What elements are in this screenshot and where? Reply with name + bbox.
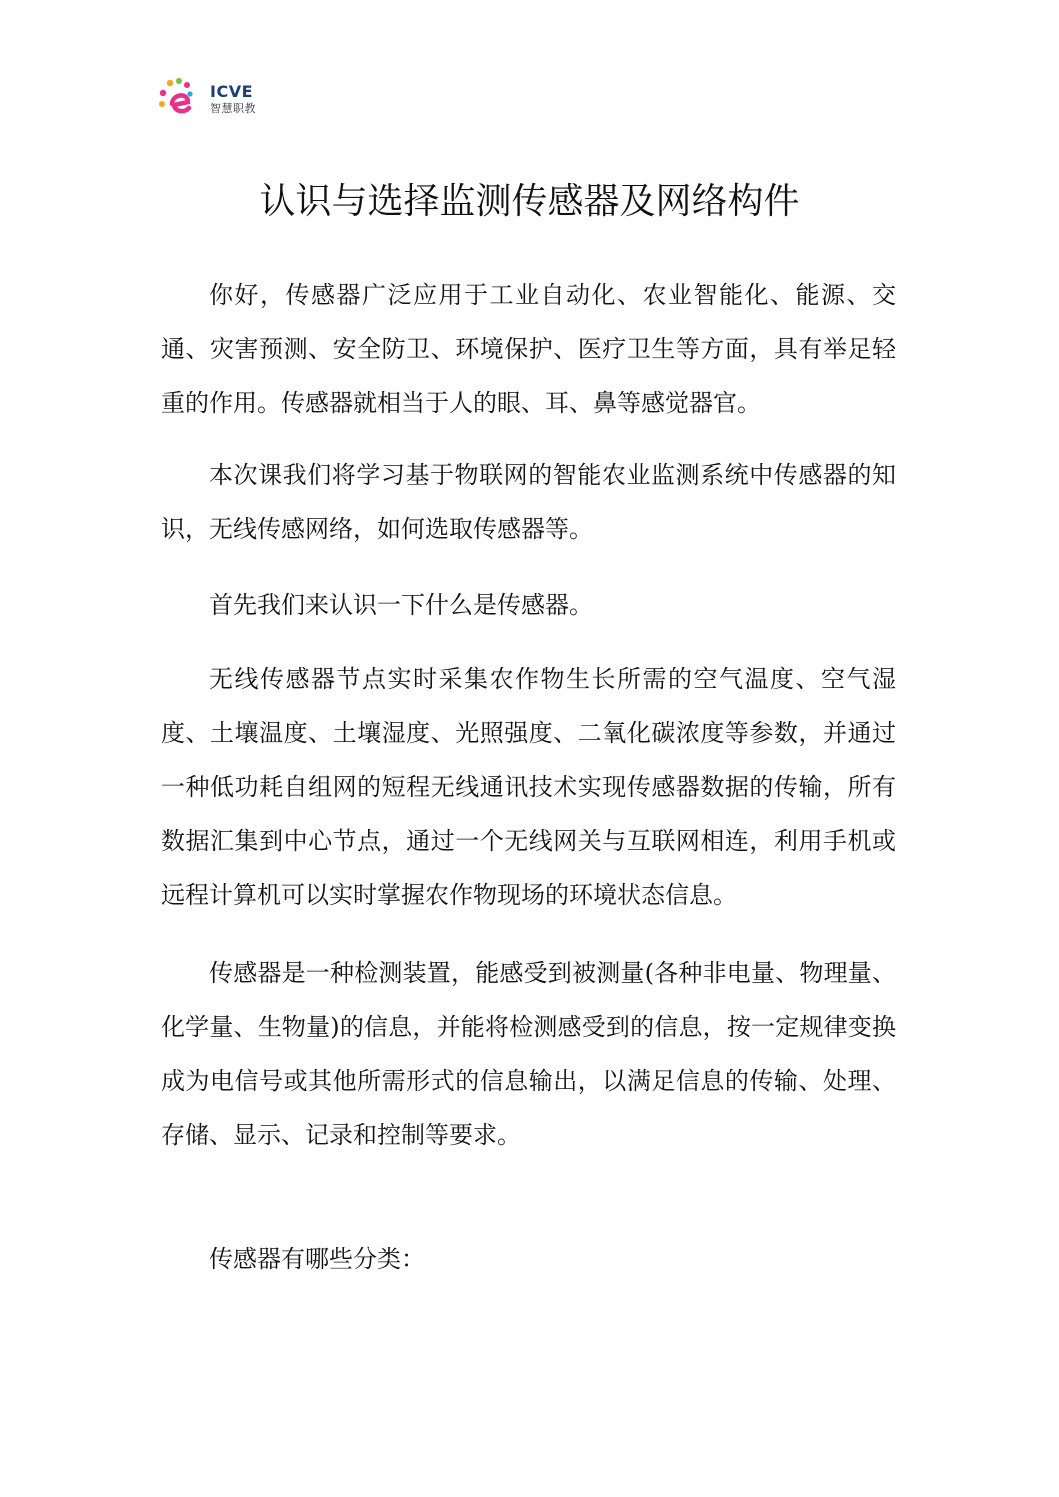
- paragraph-course: 本次课我们将学习基于物联网的智能农业监测系统中传感器的知识，无线传感网络，如何选取传感器等。: [161, 461, 896, 543]
- logo-subtitle: 智慧职教: [210, 102, 256, 115]
- paragraph-wireless-nodes: 无线传感器节点实时采集农作物生长所需的空气温度、空气湿度、土壤温度、土壤湿度、光照强度、二氧化碳浓度等参数，并通过一种低功耗自组网的短程无线通讯技术实现传感器数据的传输，所有数据汇集到中心节点，通过一个无线网关与互联网相连，利用手机或远程计算机可以实时掌握农作物现场的环境状态信息。: [161, 665, 896, 909]
- logo-brand: ICVE: [210, 82, 254, 101]
- logo: [158, 78, 268, 122]
- paragraph-definition-lead: 首先我们来认识一下什么是传感器。: [209, 591, 593, 619]
- paragraph-intro: 你好，传感器广泛应用于工业自动化、农业智能化、能源、交通、灾害预测、安全防卫、环境保护、医疗卫生等方面，具有举足轻重的作用。传感器就相当于人的眼、耳、鼻等感觉器官。: [161, 281, 896, 417]
- page-title: 认识与选择监测传感器及网络构件: [259, 181, 800, 222]
- icve-logo-icon: [158, 78, 208, 122]
- paragraph-sensor-definition: 传感器是一种检测装置，能感受到被测量(各种非电量、物理量、化学量、生物量)的信息，并能将检测感受到的信息，按一定规律变换成为电信号或其他所需形式的信息输出，以满足信息的传输、处理、存储、显示、记录和控制等要求。: [161, 959, 896, 1149]
- paragraph-classification: 传感器有哪些分类：: [209, 1245, 425, 1273]
